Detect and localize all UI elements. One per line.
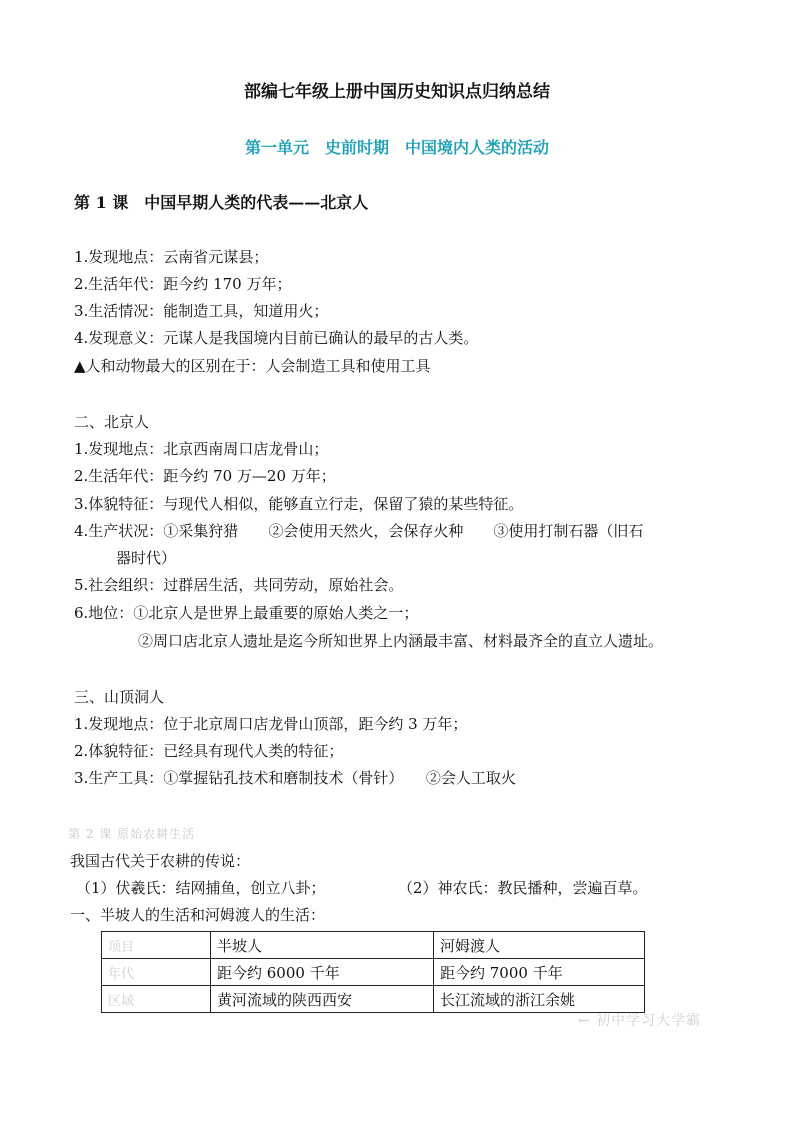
- unit-heading: 第一单元 史前时期 中国境内人类的活动: [244, 138, 549, 157]
- table-header-row: [102, 932, 645, 959]
- legend-intro: 我国古代关于农耕的传说：: [70, 852, 251, 870]
- table-intro: 一、半坡人的生活和河姆渡人的生活：: [70, 906, 326, 924]
- table-cell: 距今约 7000 千年: [434, 959, 645, 986]
- text-line: 4.生产状况：①采集狩猎 ②会使用天然火，会保存火种 ③使用打制石器（旧石: [74, 522, 644, 540]
- text-line: 2.生活年代：距今约 170 万年；: [74, 275, 292, 293]
- watermark: ← 初中学习大学霸: [578, 1013, 702, 1029]
- key-point: ▲人和动物最大的区别在于：人会制造工具和使用工具: [74, 357, 431, 375]
- table-header-cell: 项目: [102, 932, 211, 959]
- text-line: 6.地位：①北京人是世界上最重要的原始人类之一；: [74, 604, 419, 622]
- table-cell: 区域: [102, 986, 211, 1013]
- legend-fuxi: （1）伏羲氏：结网捕鱼，创立八卦；: [76, 879, 326, 897]
- text-line-continuation: 器时代）: [116, 549, 177, 567]
- comparison-table: [101, 931, 645, 1013]
- lesson-heading: 第 1 课 中国早期人类的代表——北京人: [74, 193, 369, 212]
- table-cell: 黄河流域的陕西西安: [211, 986, 434, 1013]
- text-line: 1.发现地点：位于北京周口店龙骨山顶部，距今约 3 万年；: [74, 715, 468, 733]
- text-line: 1.发现地点：云南省元谋县；: [74, 248, 269, 266]
- faded-lesson-heading: 第 2 课 原始农耕生活: [68, 827, 196, 841]
- table-cell: 长江流域的浙江余姚: [434, 986, 645, 1013]
- table-header-cell: 河姆渡人: [434, 932, 645, 959]
- table-row: [102, 959, 645, 986]
- text-line: 1.发现地点：北京西南周口店龙骨山；: [74, 440, 329, 458]
- section-heading: 三、山顶洞人: [74, 688, 165, 706]
- text-line: 4.发现意义：元谋人是我国境内目前已确认的最早的古人类。: [74, 329, 479, 347]
- text-line: 2.体貌特征：已经具有现代人类的特征；: [74, 742, 344, 760]
- table-row: [102, 986, 645, 1013]
- section-heading: 二、北京人: [74, 413, 150, 431]
- text-line: 2.生活年代：距今约 70 万—20 万年；: [74, 467, 336, 485]
- text-line: 3.生产工具：①掌握钻孔技术和磨制技术（骨针） ②会人工取火: [74, 769, 516, 787]
- table-cell: 年代: [102, 959, 211, 986]
- text-line: 3.体貌特征：与现代人相似，能够直立行走，保留了猿的某些特征。: [74, 495, 524, 513]
- legend-shennong: （2）神农氏：教民播种，尝遍百草。: [398, 879, 648, 897]
- table-cell: 距今约 6000 千年: [211, 959, 434, 986]
- text-line-continuation: ②周口店北京人遗址是迄今所知世界上内涵最丰富、材料最齐全的直立人遗址。: [138, 632, 664, 650]
- document-title: 部编七年级上册中国历史知识点归纳总结: [244, 82, 550, 102]
- text-line: 3.生活情况：能制造工具，知道用火；: [74, 302, 329, 320]
- text-line: 5.社会组织：过群居生活，共同劳动，原始社会。: [74, 576, 404, 594]
- table-header-cell: 半坡人: [211, 932, 434, 959]
